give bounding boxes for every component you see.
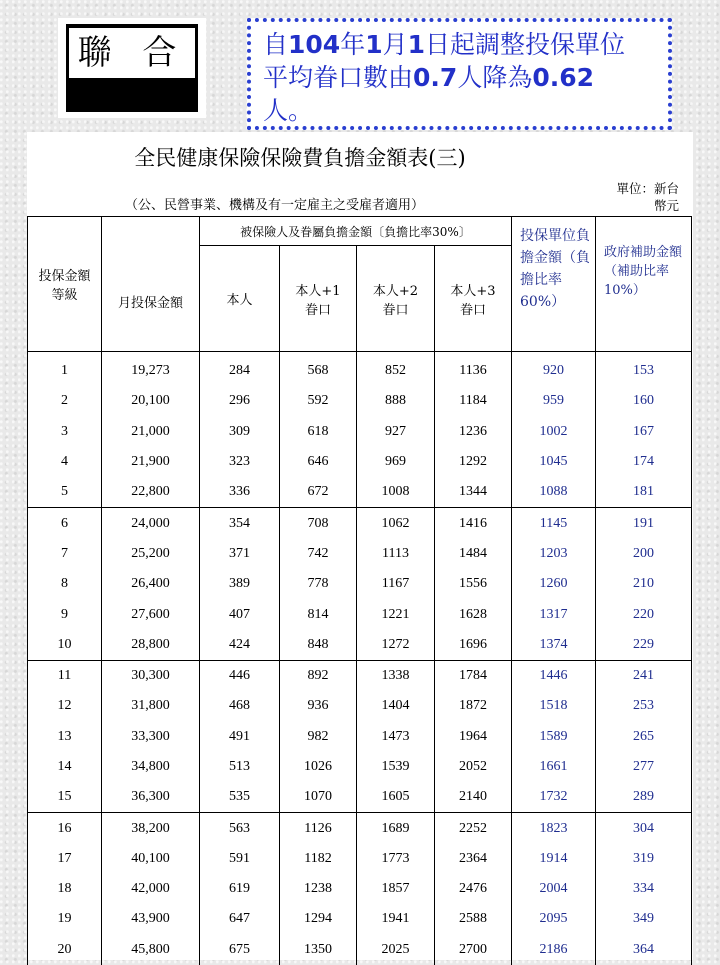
premium-table (27, 216, 692, 965)
cell-self-plus-1: 618 (280, 417, 357, 447)
cell-grade: 15 (28, 782, 102, 813)
cell-self-plus-2: 1113 (357, 539, 435, 569)
cell-self-plus-1: 742 (280, 539, 357, 569)
table-row (28, 660, 692, 691)
cell-self: 284 (200, 352, 280, 387)
cell-self-plus-1: 708 (280, 508, 357, 539)
cell-salary: 24,000 (102, 508, 200, 539)
cell-grade: 20 (28, 935, 102, 965)
cell-salary: 21,900 (102, 447, 200, 477)
cell-self-plus-2: 1941 (357, 904, 435, 934)
cell-employer: 2186 (512, 935, 596, 965)
cell-self-plus-3: 1236 (435, 417, 512, 447)
header-self: 本人 (200, 246, 280, 352)
cell-grade: 8 (28, 569, 102, 599)
cell-gov: 364 (596, 935, 692, 965)
cell-grade: 6 (28, 508, 102, 539)
cell-gov: 253 (596, 691, 692, 721)
cell-self-plus-3: 1416 (435, 508, 512, 539)
cell-gov: 289 (596, 782, 692, 813)
table-row (28, 722, 692, 752)
cell-self-plus-2: 1689 (357, 813, 435, 844)
cell-employer: 1145 (512, 508, 596, 539)
cell-self-plus-3: 2588 (435, 904, 512, 934)
logo (58, 18, 206, 118)
cell-self-plus-3: 1696 (435, 630, 512, 661)
notice-line-1: 自104年1月1日起調整投保單位 (263, 30, 626, 59)
cell-employer: 2004 (512, 874, 596, 904)
table-row (28, 508, 692, 539)
document-title: 全民健康保險保險費負擔金額表(三) (134, 146, 466, 170)
notice-line-2: 平均眷口數由0.7人降為0.62 (263, 63, 595, 92)
cell-salary: 22,800 (102, 477, 200, 508)
table-row (28, 417, 692, 447)
cell-self-plus-2: 1221 (357, 599, 435, 629)
cell-self: 446 (200, 660, 280, 691)
header-salary: 月投保金額 (102, 217, 200, 352)
cell-self-plus-1: 1026 (280, 752, 357, 782)
cell-salary: 27,600 (102, 599, 200, 629)
notice-line-3: 人。 (263, 96, 314, 125)
cell-gov: 220 (596, 599, 692, 629)
cell-self: 491 (200, 722, 280, 752)
document-subtitle: （公、民營事業、機構及有一定雇主之受雇者適用） (125, 198, 425, 213)
cell-self: 675 (200, 935, 280, 965)
cell-salary: 43,900 (102, 904, 200, 934)
cell-grade: 1 (28, 352, 102, 387)
document-sheet (27, 132, 693, 960)
cell-gov: 349 (596, 904, 692, 934)
cell-self-plus-3: 1556 (435, 569, 512, 599)
cell-grade: 2 (28, 386, 102, 416)
cell-self-plus-3: 1344 (435, 477, 512, 508)
table-row (28, 599, 692, 629)
table-row (28, 539, 692, 569)
cell-self-plus-2: 927 (357, 417, 435, 447)
cell-self-plus-2: 1473 (357, 722, 435, 752)
cell-self-plus-1: 1350 (280, 935, 357, 965)
cell-self: 323 (200, 447, 280, 477)
cell-self-plus-3: 1292 (435, 447, 512, 477)
cell-self-plus-3: 1136 (435, 352, 512, 387)
cell-self: 468 (200, 691, 280, 721)
logo-text: 聯 合 (69, 28, 195, 78)
cell-employer: 1045 (512, 447, 596, 477)
cell-self-plus-2: 1272 (357, 630, 435, 661)
cell-self: 591 (200, 844, 280, 874)
cell-self-plus-3: 2252 (435, 813, 512, 844)
cell-salary: 33,300 (102, 722, 200, 752)
cell-self-plus-3: 1964 (435, 722, 512, 752)
cell-employer: 1823 (512, 813, 596, 844)
cell-employer: 1661 (512, 752, 596, 782)
cell-grade: 11 (28, 660, 102, 691)
header-self-plus-2: 本人+2眷口 (357, 246, 435, 352)
notice-box (247, 18, 672, 130)
cell-self-plus-3: 1484 (435, 539, 512, 569)
cell-self-plus-1: 1070 (280, 782, 357, 813)
cell-gov: 319 (596, 844, 692, 874)
table-row (28, 352, 692, 387)
cell-employer: 1374 (512, 630, 596, 661)
table-row (28, 752, 692, 782)
cell-self-plus-2: 1062 (357, 508, 435, 539)
cell-self-plus-1: 1294 (280, 904, 357, 934)
cell-gov: 167 (596, 417, 692, 447)
cell-self-plus-2: 1605 (357, 782, 435, 813)
table-row (28, 477, 692, 508)
cell-self: 563 (200, 813, 280, 844)
table-row (28, 630, 692, 661)
cell-self-plus-1: 982 (280, 722, 357, 752)
cell-gov: 174 (596, 447, 692, 477)
cell-self: 535 (200, 782, 280, 813)
header-grade: 投保金額等級 (28, 217, 102, 352)
cell-self-plus-3: 1184 (435, 386, 512, 416)
cell-self: 513 (200, 752, 280, 782)
cell-grade: 5 (28, 477, 102, 508)
cell-grade: 4 (28, 447, 102, 477)
cell-self: 309 (200, 417, 280, 447)
header-employer: 投保單位負擔金額（負擔比率60%） (512, 217, 596, 352)
cell-salary: 38,200 (102, 813, 200, 844)
table-row (28, 874, 692, 904)
logo-black-frame (66, 24, 198, 112)
cell-salary: 28,800 (102, 630, 200, 661)
cell-gov: 241 (596, 660, 692, 691)
cell-self-plus-2: 1857 (357, 874, 435, 904)
cell-salary: 26,400 (102, 569, 200, 599)
table-row (28, 447, 692, 477)
cell-self-plus-2: 1167 (357, 569, 435, 599)
table-row (28, 691, 692, 721)
cell-self-plus-2: 1404 (357, 691, 435, 721)
cell-gov: 181 (596, 477, 692, 508)
cell-employer: 1088 (512, 477, 596, 508)
cell-self: 424 (200, 630, 280, 661)
cell-grade: 12 (28, 691, 102, 721)
cell-salary: 34,800 (102, 752, 200, 782)
cell-grade: 17 (28, 844, 102, 874)
cell-employer: 1317 (512, 599, 596, 629)
cell-grade: 18 (28, 874, 102, 904)
cell-self-plus-3: 2140 (435, 782, 512, 813)
cell-grade: 10 (28, 630, 102, 661)
cell-self-plus-2: 1008 (357, 477, 435, 508)
cell-self: 389 (200, 569, 280, 599)
header-gov: 政府補助金額（補助比率10%） (596, 217, 692, 352)
cell-self-plus-1: 1182 (280, 844, 357, 874)
cell-gov: 200 (596, 539, 692, 569)
cell-salary: 42,000 (102, 874, 200, 904)
table-row (28, 569, 692, 599)
cell-salary: 36,300 (102, 782, 200, 813)
cell-self-plus-2: 2025 (357, 935, 435, 965)
cell-salary: 25,200 (102, 539, 200, 569)
cell-grade: 19 (28, 904, 102, 934)
cell-self-plus-1: 1238 (280, 874, 357, 904)
cell-self-plus-1: 592 (280, 386, 357, 416)
cell-grade: 9 (28, 599, 102, 629)
unit-note: 單位：新台 幣元 (616, 181, 679, 213)
cell-self-plus-1: 646 (280, 447, 357, 477)
cell-employer: 1518 (512, 691, 596, 721)
cell-gov: 304 (596, 813, 692, 844)
cell-employer: 2095 (512, 904, 596, 934)
cell-gov: 277 (596, 752, 692, 782)
cell-self-plus-3: 2476 (435, 874, 512, 904)
cell-self-plus-1: 568 (280, 352, 357, 387)
cell-gov: 334 (596, 874, 692, 904)
cell-self-plus-2: 1338 (357, 660, 435, 691)
cell-self: 336 (200, 477, 280, 508)
cell-self-plus-3: 1784 (435, 660, 512, 691)
header-insured-group: 被保險人及眷屬負擔金額〔負擔比率30%〕 (200, 217, 512, 246)
cell-employer: 1589 (512, 722, 596, 752)
cell-grade: 3 (28, 417, 102, 447)
cell-employer: 1446 (512, 660, 596, 691)
cell-self-plus-2: 969 (357, 447, 435, 477)
cell-self-plus-1: 848 (280, 630, 357, 661)
cell-self-plus-2: 888 (357, 386, 435, 416)
cell-self: 407 (200, 599, 280, 629)
cell-salary: 40,100 (102, 844, 200, 874)
cell-employer: 959 (512, 386, 596, 416)
cell-employer: 1203 (512, 539, 596, 569)
cell-self-plus-2: 852 (357, 352, 435, 387)
cell-self-plus-3: 1872 (435, 691, 512, 721)
cell-grade: 14 (28, 752, 102, 782)
cell-employer: 1260 (512, 569, 596, 599)
cell-employer: 1002 (512, 417, 596, 447)
cell-gov: 191 (596, 508, 692, 539)
cell-self: 354 (200, 508, 280, 539)
table-row (28, 844, 692, 874)
cell-gov: 153 (596, 352, 692, 387)
cell-self-plus-2: 1539 (357, 752, 435, 782)
cell-grade: 13 (28, 722, 102, 752)
header-self-plus-1: 本人+1眷口 (280, 246, 357, 352)
cell-self: 647 (200, 904, 280, 934)
cell-salary: 19,273 (102, 352, 200, 387)
table-row (28, 935, 692, 965)
cell-employer: 920 (512, 352, 596, 387)
table-row (28, 386, 692, 416)
cell-gov: 210 (596, 569, 692, 599)
cell-gov: 265 (596, 722, 692, 752)
cell-self-plus-1: 814 (280, 599, 357, 629)
header-self-plus-3: 本人+3眷口 (435, 246, 512, 352)
cell-salary: 20,100 (102, 386, 200, 416)
cell-self-plus-1: 892 (280, 660, 357, 691)
table-row (28, 813, 692, 844)
cell-employer: 1732 (512, 782, 596, 813)
cell-gov: 229 (596, 630, 692, 661)
cell-self-plus-3: 1628 (435, 599, 512, 629)
cell-grade: 7 (28, 539, 102, 569)
cell-salary: 45,800 (102, 935, 200, 965)
cell-employer: 1914 (512, 844, 596, 874)
cell-grade: 16 (28, 813, 102, 844)
cell-self: 619 (200, 874, 280, 904)
table-row (28, 904, 692, 934)
cell-self-plus-3: 2052 (435, 752, 512, 782)
cell-salary: 30,300 (102, 660, 200, 691)
cell-self-plus-3: 2364 (435, 844, 512, 874)
cell-self-plus-3: 2700 (435, 935, 512, 965)
cell-self-plus-1: 778 (280, 569, 357, 599)
cell-self-plus-2: 1773 (357, 844, 435, 874)
cell-self-plus-1: 936 (280, 691, 357, 721)
cell-salary: 21,000 (102, 417, 200, 447)
cell-gov: 160 (596, 386, 692, 416)
table-row (28, 782, 692, 813)
cell-self-plus-1: 672 (280, 477, 357, 508)
cell-salary: 31,800 (102, 691, 200, 721)
cell-self-plus-1: 1126 (280, 813, 357, 844)
cell-self: 296 (200, 386, 280, 416)
cell-self: 371 (200, 539, 280, 569)
